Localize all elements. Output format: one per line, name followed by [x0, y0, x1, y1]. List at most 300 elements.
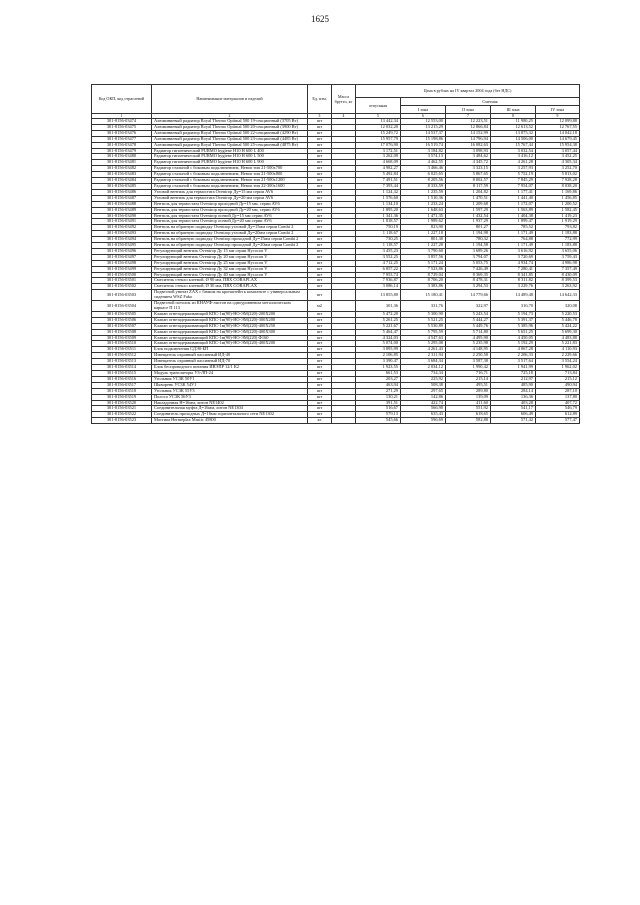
- cell-zone-1-price: 3 684,34: [401, 359, 446, 365]
- cell-zone-1-price: 13 215,29: [401, 124, 446, 130]
- cell-zone-1-price: 4 547,63: [401, 335, 446, 341]
- cell-code: 301-8156-03477: [92, 136, 152, 142]
- header-estimate: Сметная: [401, 98, 580, 106]
- cell-unit: м2: [308, 301, 332, 312]
- cell-zone-1-price: 1 471,35: [401, 213, 446, 219]
- cell-code: 301-8156-03489: [92, 207, 152, 213]
- cell-release-price: 7 393,44: [356, 183, 401, 189]
- cell-name: Клапан огнезадерживающий КПС-1м(90)-НО-ЭМ(220)-200Х200: [152, 311, 308, 317]
- cell-zone-2-price: 3 484,62: [446, 154, 491, 160]
- cell-release-price: 1 818,57: [356, 219, 401, 225]
- cell-zone-4-price: 7 357,49: [536, 266, 580, 272]
- cell-unit: шт: [308, 406, 332, 412]
- cell-release-price: 1 576,60: [356, 195, 401, 201]
- cell-release-price: 3 895,99: [356, 347, 401, 353]
- cell-release-price: 463,94: [356, 382, 401, 388]
- cell-code: 301-8156-03506: [92, 317, 152, 323]
- cell-zone-4-price: 3 554,24: [536, 359, 580, 365]
- cell-zone-2-price: 215,14: [446, 376, 491, 382]
- cell-zone-1-price: 3 383,86: [401, 284, 446, 290]
- cell-zone-2-price: 139,09: [446, 394, 491, 400]
- cell-unit: шт: [308, 335, 332, 341]
- cell-release-price: 391,51: [356, 400, 401, 406]
- cell-name: Регулирующий вентиль Oventrop Ду 20 мм серии Hycocon V: [152, 254, 308, 260]
- cell-name: Радиатор стальной с боковым подключением, Невоп тип 21-500х800: [152, 172, 308, 178]
- cell-unit: шт: [308, 382, 332, 388]
- cell-code: 301-8156-03478: [92, 142, 152, 148]
- cell-name: Извещатель охранный пассивный ИД-40: [152, 353, 308, 359]
- cell-zone-3-price: 606,49: [491, 412, 536, 418]
- cell-zone-1-price: 8 729,04: [401, 272, 446, 278]
- cell-zone-4-price: 5 446,78: [536, 317, 580, 323]
- cell-code: 301-8156-03483: [92, 172, 152, 178]
- cell-zone-1-price: 15 180,41: [401, 290, 446, 301]
- cell-release-price: 5 221,67: [356, 323, 401, 329]
- cell-release-price: 5 261,25: [356, 317, 401, 323]
- cell-unit: шт: [308, 207, 332, 213]
- cell-name: Алюминиевый радиатор Royal Thermo Optimal 500 23-секционный (4485 Вт): [152, 136, 308, 142]
- cell-code: 301-8156-03500: [92, 272, 152, 278]
- cell-zone-3-price: 14 489,48: [491, 290, 536, 301]
- cell-zone-3-price: 4 067,28: [491, 347, 536, 353]
- cell-zone-1-price: 331,76: [401, 301, 446, 312]
- cell-zone-1-price: 225,92: [401, 376, 446, 382]
- cell-zone-1-price: 4 462,55: [401, 160, 446, 166]
- cell-code: 301-8156-03523: [92, 418, 152, 424]
- cell-unit: шт: [308, 119, 332, 125]
- cell-name: Шкворень УС3К 54У1: [152, 382, 308, 388]
- cell-release-price: 13 855,80: [356, 290, 401, 301]
- cell-release-price: 5 464,47: [356, 329, 401, 335]
- cell-zone-2-price: 411,60: [446, 400, 491, 406]
- cell-zone-3-price: 5 651,25: [491, 329, 536, 335]
- cell-release-price: 130,21: [356, 394, 401, 400]
- header-name: Наименование материалов и изделий: [152, 85, 308, 114]
- header-zone-1: I зона: [401, 106, 446, 114]
- cell-zone-2-price: 8 478,31: [446, 278, 491, 284]
- cell-zone-3-price: 8 341,85: [491, 272, 536, 278]
- cell-zone-2-price: 322,97: [446, 301, 491, 312]
- cell-unit: шт: [308, 412, 332, 418]
- cell-code: 301-8156-03497: [92, 254, 152, 260]
- cell-release-price: 7 953,74: [356, 272, 401, 278]
- cell-code: 301-8156-03496: [92, 248, 152, 254]
- cell-zone-2-price: 12 866,84: [446, 124, 491, 130]
- cell-zone-4-price: 8 399,53: [536, 278, 580, 284]
- cell-zone-1-price: 596,69: [401, 418, 446, 424]
- cell-zone-1-price: 12 553,00: [401, 119, 446, 125]
- cell-zone-2-price: 1 194,58: [446, 243, 491, 249]
- cell-zone-4-price: 7 928,28: [536, 178, 580, 184]
- cell-name: Подвесной потолок из КНАУФ-листов на одноуровневом металлическом каркасе П 113: [152, 301, 308, 312]
- cell-release-price: 750,19: [356, 225, 401, 231]
- cell-zone-4-price: 1 200,52: [536, 201, 580, 207]
- cell-unit: шт: [308, 195, 332, 201]
- cell-code: 301-8156-03491: [92, 219, 152, 225]
- cell-zone-2-price: 1 209,68: [446, 201, 491, 207]
- header-mass: Масса брутто, кг: [332, 85, 356, 114]
- cell-zone-1-price: 823,90: [401, 225, 446, 231]
- cell-unit: шт: [308, 317, 332, 323]
- cell-code: 301-8156-03474: [92, 119, 152, 125]
- cell-unit: шт: [308, 124, 332, 130]
- cell-unit: шт: [308, 359, 332, 365]
- cell-name: Радиатор стальной с боковым подключением, Невоп тип 21-500х700: [152, 166, 308, 172]
- cell-release-price: 4 668,09: [356, 160, 401, 166]
- cell-unit: шт: [308, 201, 332, 207]
- cell-zone-2-price: 4 148,95: [446, 347, 491, 353]
- cell-zone-1-price: 5 530,89: [401, 323, 446, 329]
- cell-code: 301-8156-03521: [92, 406, 152, 412]
- cell-zone-3-price: 11 980,25: [491, 119, 536, 125]
- cell-zone-4-price: 320,08: [536, 301, 580, 312]
- cell-zone-4-price: 287,10: [536, 388, 580, 394]
- cell-zone-1-price: 3 790,60: [401, 248, 446, 254]
- cell-zone-3-price: 571,42: [491, 418, 536, 424]
- cell-name: Вентиль на обратную подводку Oventrop проходной Ду=20мм серии Combi 2: [152, 243, 308, 249]
- cell-zone-1-price: 142,86: [401, 394, 446, 400]
- cell-code: 301-8156-03479: [92, 148, 152, 154]
- cell-zone-3-price: 5 192,29: [491, 341, 536, 347]
- cell-name: Смеситель стекло клеевой, Ø 30 мм, ПВХ CORAPLAX: [152, 284, 308, 290]
- cell-name: Соединительная муфта Д=16мм, литон NE1304: [152, 406, 308, 412]
- cell-zone-4-price: 8 038,20: [536, 183, 580, 189]
- cell-release-price: 6 857,22: [356, 266, 401, 272]
- cell-name: Вентиль для термостата Oventrop проходной Ду=15 мм, серии AV6: [152, 201, 308, 207]
- table-row: [92, 290, 580, 301]
- cell-zone-1-price: 5 521,25: [401, 317, 446, 323]
- column-index: 2: [152, 114, 308, 119]
- cell-code: 301-8156-03488: [92, 201, 152, 207]
- cell-unit: шт: [308, 323, 332, 329]
- cell-zone-3-price: 212,97: [491, 376, 536, 382]
- cell-code: 301-8156-03498: [92, 260, 152, 266]
- cell-unit: шт: [308, 284, 332, 290]
- cell-release-price: 2 106,85: [356, 353, 401, 359]
- cell-code: 301-8156-03522: [92, 412, 152, 418]
- cell-zone-1-price: 4 261,43: [401, 347, 446, 353]
- cell-zone-2-price: 1 432,54: [446, 213, 491, 219]
- cell-unit: шт: [308, 311, 332, 317]
- cell-unit: шт: [308, 266, 332, 272]
- header-code: Код ОКП, код отраслевой: [92, 85, 152, 114]
- cell-zone-4-price: 1 919,29: [536, 219, 580, 225]
- cell-zone-3-price: 4 261,28: [491, 160, 536, 166]
- cell-unit: шт: [308, 290, 332, 301]
- cell-code: 301-8156-03515: [92, 370, 152, 376]
- cell-name: Вентиль на обратную подводку Oventrop проходной Ду=15мм серии Combi 2: [152, 237, 308, 243]
- cell-zone-3-price: 1 441,40: [491, 195, 536, 201]
- cell-unit: шт: [308, 172, 332, 178]
- cell-unit: шт: [308, 213, 332, 219]
- cell-zone-3-price: 785,52: [491, 225, 536, 231]
- cell-zone-1-price: 3 857,56: [401, 254, 446, 260]
- cell-name: Соединитель проходных Д=16мм горизонтального сети NE1302: [152, 412, 308, 418]
- cell-name: Полоса УС3К 56У3: [152, 394, 308, 400]
- cell-zone-3-price: 1 899,47: [491, 219, 536, 225]
- cell-unit: шт: [308, 376, 332, 382]
- cell-release-price: 579,13: [356, 412, 401, 418]
- cell-zone-1-price: 15 198,86: [401, 136, 446, 142]
- cell-zone-1-price: 1 227,18: [401, 231, 446, 237]
- cell-zone-4-price: 3 252,70: [536, 166, 580, 172]
- cell-code: 301-8156-03512: [92, 353, 152, 359]
- cell-name: Регулирующий вентиль Oventrop Ду 40 мм серии Hycocon V: [152, 272, 308, 278]
- cell-zone-3-price: 1 171,49: [491, 243, 536, 249]
- cell-release-price: 661,53: [356, 370, 401, 376]
- cell-code: 301-8156-03481: [92, 160, 152, 166]
- cell-name: Радиатор гигиенический PURMO hygiene H10 H 600 L 400: [152, 148, 308, 154]
- cell-unit: шт: [308, 154, 332, 160]
- cell-code: 301-8156-03516: [92, 376, 152, 382]
- cell-unit: шт: [308, 388, 332, 394]
- cell-zone-1-price: 6 025,65: [401, 172, 446, 178]
- cell-zone-3-price: 7 280,41: [491, 266, 536, 272]
- cell-zone-1-price: 5 171,24: [401, 260, 446, 266]
- cell-zone-3-price: 3 720,69: [491, 254, 536, 260]
- cell-zone-4-price: 4 110,93: [536, 347, 580, 353]
- cell-zone-1-price: 801,38: [401, 237, 446, 243]
- cell-code: 301-8156-03490: [92, 213, 152, 219]
- header-price-title: Цена в рублях на IV квартал 2004 года (без НДС): [356, 85, 580, 98]
- cell-zone-2-price: 4 345,72: [446, 160, 491, 166]
- cell-release-price: 3 552,25: [356, 254, 401, 260]
- cell-unit: шт: [308, 225, 332, 231]
- cell-zone-4-price: 713,84: [536, 370, 580, 376]
- cell-unit: шт: [308, 237, 332, 243]
- column-index: 5: [356, 114, 401, 119]
- cell-zone-3-price: 5 194,73: [491, 311, 536, 317]
- cell-unit: шт: [308, 178, 332, 184]
- cell-zone-2-price: 1 194,98: [446, 231, 491, 237]
- cell-zone-3-price: 1 172,07: [491, 201, 536, 207]
- cell-release-price: 5 472,20: [356, 311, 401, 317]
- cell-name: Мастика Hermeplax Mastic 45800: [152, 418, 308, 424]
- cell-zone-4-price: 3 263,92: [536, 284, 580, 290]
- cell-zone-3-price: 2 206,33: [491, 353, 536, 359]
- cell-name: Регулирующий вентиль Oventrop Ду 32 мм серии Hycocon V: [152, 266, 308, 272]
- cell-zone-4-price: 546,79: [536, 406, 580, 412]
- cell-name: Вентиль для термостата Oventrop осевой Ду=20 мм серии AV6: [152, 219, 308, 225]
- cell-unit: шт: [308, 272, 332, 278]
- cell-unit: кг: [308, 418, 332, 424]
- cell-zone-3-price: 13 875,32: [491, 130, 536, 136]
- cell-mass: [332, 301, 356, 312]
- column-index: 7: [446, 114, 491, 119]
- cell-unit: шт: [308, 400, 332, 406]
- cell-zone-2-price: 5 444,27: [446, 317, 491, 323]
- cell-zone-2-price: 14 779,66: [446, 290, 491, 301]
- cell-unit: шт: [308, 260, 332, 266]
- cell-zone-4-price: 490,94: [536, 382, 580, 388]
- cell-unit: шт: [308, 365, 332, 371]
- cell-zone-3-price: 5 385,96: [491, 323, 536, 329]
- cell-zone-2-price: 3 098,93: [446, 148, 491, 154]
- cell-release-price: 516,67: [356, 406, 401, 412]
- cell-release-price: 1 118,57: [356, 243, 401, 249]
- cell-code: 301-8156-03475: [92, 124, 152, 130]
- column-index: 8: [491, 114, 536, 119]
- cell-release-price: 271,29: [356, 388, 401, 394]
- cell-unit: шт: [308, 219, 332, 225]
- page-number: 1625: [311, 14, 329, 24]
- cell-zone-2-price: 618,65: [446, 412, 491, 418]
- cell-zone-1-price: 1 227,28: [401, 243, 446, 249]
- cell-zone-3-price: 7 845,29: [491, 178, 536, 184]
- cell-zone-3-price: 764,88: [491, 237, 536, 243]
- cell-zone-4-price: 14 042,18: [536, 130, 580, 136]
- cell-unit: шт: [308, 329, 332, 335]
- cell-zone-4-price: 5 220,53: [536, 311, 580, 317]
- cell-zone-4-price: 612,89: [536, 412, 580, 418]
- cell-code: 301-8156-03492: [92, 225, 152, 231]
- cell-zone-4-price: 12 767,55: [536, 124, 580, 130]
- table-body: [92, 119, 580, 424]
- cell-zone-1-price: 3 574,13: [401, 154, 446, 160]
- cell-zone-4-price: 3 759,43: [536, 254, 580, 260]
- cell-zone-4-price: 14 679,45: [536, 136, 580, 142]
- cell-name: Алюминиевый радиатор Royal Thermo Optimal 500 25-секционный (4875 Вт): [152, 142, 308, 148]
- cell-release-price: 4 982,27: [356, 166, 401, 172]
- header-zone-4: IV зона: [536, 106, 580, 114]
- cell-name: Извещатель охранный пассивный ИД-70: [152, 359, 308, 365]
- header-zone-2: II зона: [446, 106, 491, 114]
- cell-code: 301-8156-03517: [92, 382, 152, 388]
- cell-unit: шт: [308, 370, 332, 376]
- cell-zone-3-price: 485,90: [491, 382, 536, 388]
- cell-zone-4-price: 5 699,30: [536, 329, 580, 335]
- cell-zone-4-price: 1 183,88: [536, 231, 580, 237]
- cell-name: Радиатор гигиенический PURMO hygiene H10 H 600 L 900: [152, 160, 308, 166]
- cell-code: 301-8156-03510: [92, 341, 152, 347]
- cell-name: Угольник УС3К 50У1: [152, 376, 308, 382]
- cell-zone-1-price: 3 184,82: [401, 148, 446, 154]
- cell-zone-1-price: 635,43: [401, 412, 446, 418]
- cell-zone-4-price: 3 655,06: [536, 248, 580, 254]
- cell-zone-2-price: 1 470,51: [446, 195, 491, 201]
- cell-zone-3-price: 4 450,05: [491, 335, 536, 341]
- cell-zone-2-price: 14 152,99: [446, 130, 491, 136]
- cell-zone-2-price: 582,88: [446, 418, 491, 424]
- cell-code: 301-8156-03487: [92, 195, 152, 201]
- cell-name: Клапан огнезадерживающий КПС-1м(90)-НО-ЭМ(220)-400Х250: [152, 323, 308, 329]
- cell-unit: шт: [308, 394, 332, 400]
- cell-zone-2-price: 14 796,94: [446, 136, 491, 142]
- cell-zone-4-price: 772,99: [536, 237, 580, 243]
- cell-unit: шт: [308, 243, 332, 249]
- cell-zone-2-price: 4 495,90: [446, 335, 491, 341]
- cell-zone-2-price: 8 002,57: [446, 178, 491, 184]
- cell-code: 301-8156-03519: [92, 394, 152, 400]
- cell-zone-4-price: 407,72: [536, 400, 580, 406]
- cell-zone-3-price: 8 311,82: [491, 278, 536, 284]
- cell-zone-2-price: 801,27: [446, 225, 491, 231]
- column-index: 3: [308, 114, 332, 119]
- column-index: 4: [332, 114, 356, 119]
- cell-name: Угловой вентиль для термостата Oventrop Ду=15 мм серии AV6: [152, 189, 308, 195]
- cell-unit: шт: [308, 130, 332, 136]
- cell-zone-3-price: 725,18: [491, 370, 536, 376]
- cell-release-price: 7 936,87: [356, 278, 401, 284]
- cell-code: 301-8156-03520: [92, 400, 152, 406]
- cell-zone-3-price: 15 767,44: [491, 142, 536, 148]
- cell-release-price: 545,66: [356, 418, 401, 424]
- cell-zone-2-price: 2 250,58: [446, 353, 491, 359]
- cell-zone-3-price: 3 229,76: [491, 284, 536, 290]
- cell-zone-2-price: 1 937,29: [446, 219, 491, 225]
- cell-unit: шт: [308, 183, 332, 189]
- cell-unit: шт: [308, 278, 332, 284]
- cell-zone-4-price: 1 419,23: [536, 213, 580, 219]
- cell-zone-2-price: 5 867,65: [446, 172, 491, 178]
- cell-code: 301-8156-03495: [92, 243, 152, 249]
- cell-unit: шт: [308, 353, 332, 359]
- header-zone-3: III зона: [491, 106, 536, 114]
- cell-zone-3-price: 403,28: [491, 400, 536, 406]
- cell-name: Вентиль для термостата Oventrop осевой Ду=15 мм серии AV6: [152, 213, 308, 219]
- cell-zone-3-price: 5 752,19: [491, 172, 536, 178]
- cell-zone-4-price: 1 582,45: [536, 207, 580, 213]
- cell-zone-3-price: 7 954,07: [491, 183, 536, 189]
- cell-zone-4-price: 1 962,02: [536, 365, 580, 371]
- cell-code: 301-8156-03493: [92, 231, 152, 237]
- cell-zone-2-price: 16 082,63: [446, 142, 491, 148]
- table-row: [92, 418, 580, 424]
- cell-zone-2-price: 1 990,42: [446, 365, 491, 371]
- cell-release-price: 1 124,32: [356, 189, 401, 195]
- cell-release-price: 3 455,23: [356, 248, 401, 254]
- cell-zone-4-price: 137,80: [536, 394, 580, 400]
- cell-zone-2-price: 5 053,75: [446, 260, 491, 266]
- cell-zone-4-price: 12 099,88: [536, 119, 580, 125]
- cell-zone-1-price: 1 648,63: [401, 207, 446, 213]
- cell-unit: шт: [308, 189, 332, 195]
- cell-zone-3-price: 316,70: [491, 301, 536, 312]
- cell-release-price: 1 134,10: [356, 201, 401, 207]
- cell-zone-3-price: 284,14: [491, 388, 536, 394]
- cell-zone-3-price: 5 391,37: [491, 317, 536, 323]
- cell-zone-1-price: 1 510,36: [401, 195, 446, 201]
- cell-unit: шт: [308, 160, 332, 166]
- cell-name: Клапан огнезадерживающий КПС-1м(90)-НО-ЭМ(220)-300Х200: [152, 317, 308, 323]
- cell-zone-2-price: 3 587,38: [446, 359, 491, 365]
- cell-release-price: 5 074,00: [356, 341, 401, 347]
- cell-zone-4-price: 4 986,98: [536, 260, 580, 266]
- cell-code: 301-8156-03505: [92, 311, 152, 317]
- cell-zone-4-price: 5 813,02: [536, 172, 580, 178]
- cell-zone-2-price: 3 323,15: [446, 166, 491, 172]
- cell-code: 301-8156-03494: [92, 237, 152, 243]
- cell-zone-1-price: 7 523,86: [401, 266, 446, 272]
- cell-zone-1-price: 297,65: [401, 388, 446, 394]
- cell-name: Радиатор стальной с боковым подключением, Невоп тип 21-500х1200: [152, 178, 308, 184]
- cell-zone-3-price: 14 506,00: [491, 136, 536, 142]
- cell-zone-2-price: 8 117,59: [446, 183, 491, 189]
- cell-zone-4-price: 14 642,33: [536, 290, 580, 301]
- cell-zone-2-price: 3 689,26: [446, 248, 491, 254]
- column-index: 1: [92, 114, 152, 119]
- cell-zone-1-price: 5 795,59: [401, 329, 446, 335]
- cell-release-price: 4 324,03: [356, 335, 401, 341]
- cell-zone-3-price: 1 404,38: [491, 213, 536, 219]
- cell-code: 301-8156-03513: [92, 359, 152, 365]
- cell-code: 301-8156-03476: [92, 130, 152, 136]
- cell-zone-3-price: 1 177,41: [491, 189, 536, 195]
- cell-zone-3-price: 3 616,92: [491, 248, 536, 254]
- cell-zone-1-price: 508,38: [401, 382, 446, 388]
- price-table: [91, 84, 580, 424]
- cell-zone-3-price: 1 941,99: [491, 365, 536, 371]
